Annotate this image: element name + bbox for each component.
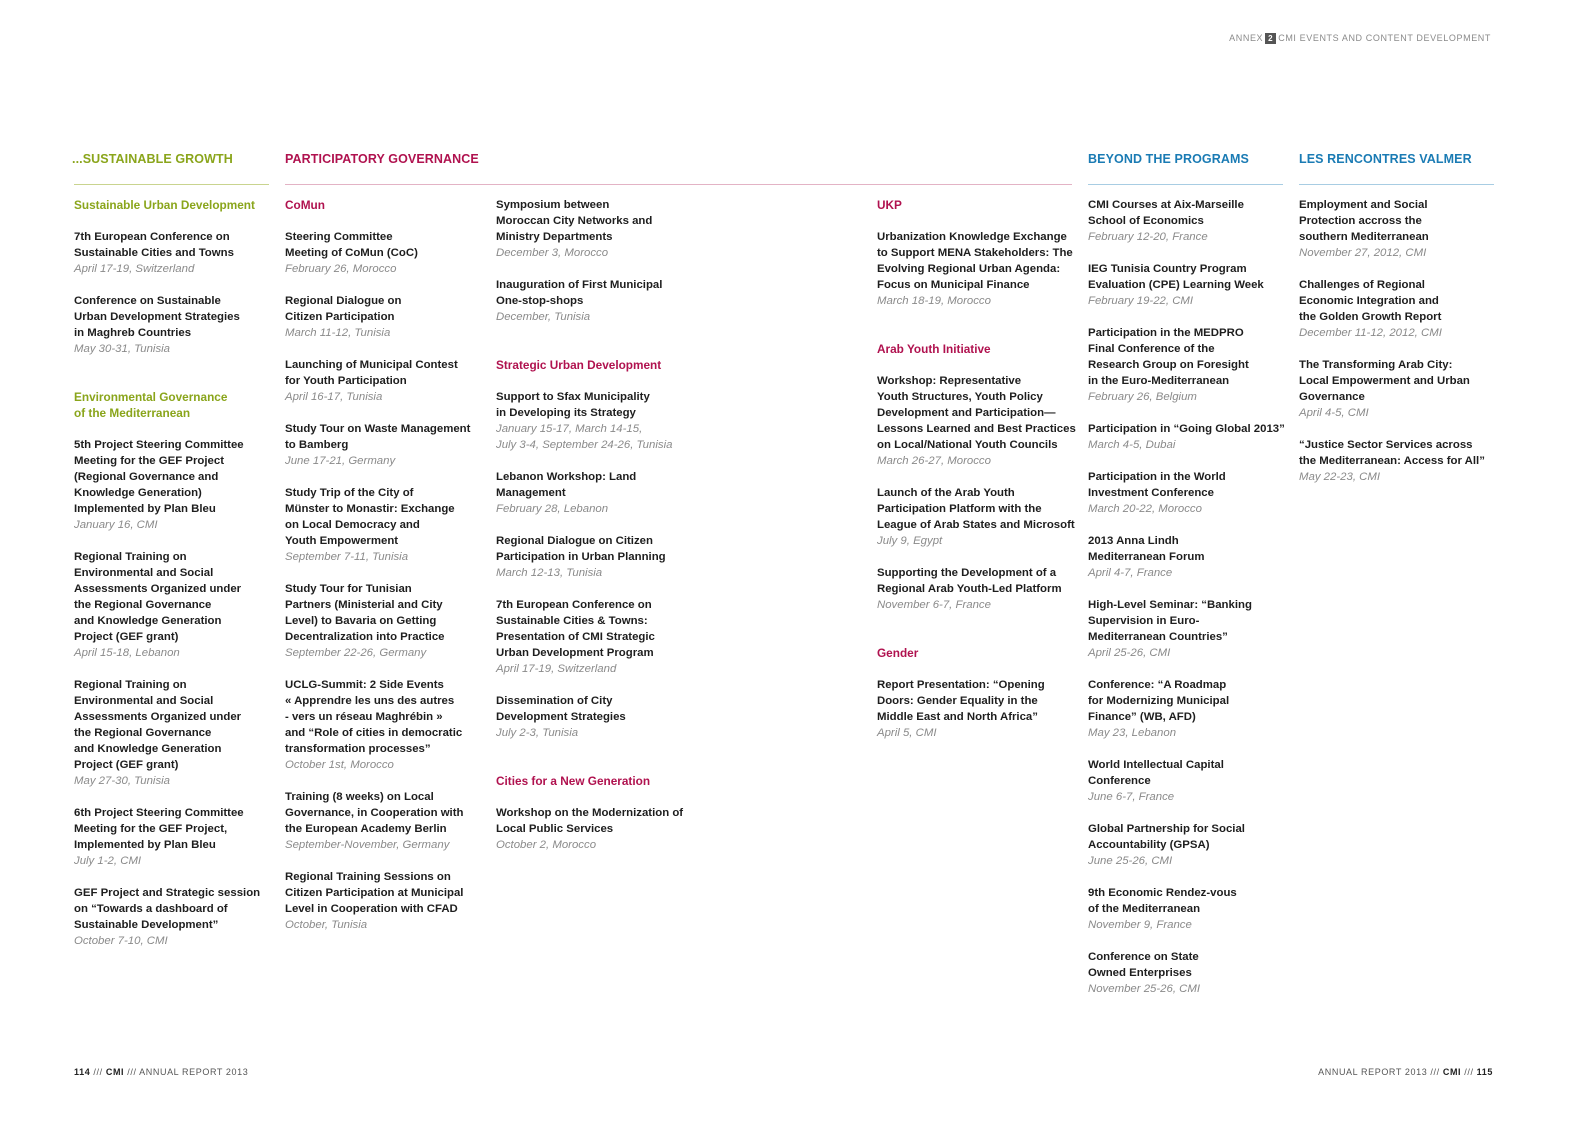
event-date: April 15-18, Lebanon [74,647,180,659]
event-date: March 4-5, Dubai [1088,439,1176,451]
event-item [496,805,696,853]
event-item [285,357,485,405]
event-title: Study Trip of the City of Münster to Monastir: Exchange on Local Democracy and Youth Empowerment [285,487,455,547]
event-item [1299,197,1499,261]
event-date: May 22-23, CMI [1299,471,1381,483]
event-date: November 25-26, CMI [1088,983,1201,995]
event-date: December 11-12, 2012, CMI [1299,327,1442,339]
event-date: May 30-31, Tunisia [74,343,171,355]
footer-right-brand: CMI [1442,1067,1462,1077]
category-heading: Strategic Urban Development [496,358,662,372]
event-item [285,869,485,933]
event-item [285,789,485,853]
footer-right-sep: /// [1461,1067,1477,1077]
event-title: Challenges of Regional Economic Integration and the Golden Growth Report [1299,279,1442,323]
event-date: November 6-7, France [877,599,991,611]
event-item [285,229,485,277]
event-date: October 7-10, CMI [74,935,168,947]
event-title: Participation in the World Investment Conference [1088,471,1226,499]
event-item [285,485,485,565]
event-title: Launch of the Arab Youth Participation Platform with the League of Arab States and Microsoft [877,487,1075,531]
event-date: March 12-13, Tunisia [496,567,603,579]
event-title: Participation in “Going Global 2013” [1088,423,1285,435]
event-title: 5th Project Steering Committee Meeting for the GEF Project (Regional Governance and Knowledge Generation) Implemented by Plan Bleu [74,439,244,515]
event-date: December, Tunisia [496,311,591,323]
event-date: March 26-27, Morocco [877,455,991,467]
event-item [74,885,274,949]
event-item [1088,421,1288,453]
column-strategic-urban [496,197,696,869]
event-date: January 16, CMI [74,519,158,531]
footer-right-report: ANNUAL REPORT 2013 [1318,1067,1428,1077]
event-title: Regional Dialogue on Citizen Participation in Urban Planning [496,535,666,563]
column-beyond-programs [1088,197,1288,1013]
event-title: Inauguration of First Municipal One-stop-shops [496,279,663,307]
event-item [1088,325,1288,405]
event-title: Conference: “A Roadmap for Modernizing Municipal Finance” (WB, AFD) [1088,679,1230,723]
event-date: January 15-17, March 14-15, July 3-4, September 24-26, Tunisia [496,423,673,451]
footer-left-sep: /// [124,1067,140,1077]
event-date: July 9, Egypt [877,535,943,547]
category-heading: Arab Youth Initiative [877,342,991,356]
section-participatory-governance: PARTICIPATORY GOVERNANCE [285,152,479,166]
event-item [1088,597,1288,661]
event-title: Regional Dialogue on Citizen Participation [285,295,402,323]
event-title: 7th European Conference on Sustainable Cities and Towns [74,231,234,259]
event-date: September 22-26, Germany [285,647,427,659]
annex-header [1229,33,1491,44]
event-item [496,693,696,741]
event-title: Training (8 weeks) on Local Governance, in Cooperation with the European Academy Berlin [285,791,464,835]
event-date: September-November, Germany [285,839,450,851]
event-title: Conference on Sustainable Urban Development Strategies in Maghreb Countries [74,295,240,339]
event-item [1088,469,1288,517]
event-title: Urbanization Knowledge Exchange to Support MENA Stakeholders: The Evolving Regional Urban Agenda: Focus on Municipal Finance [877,231,1073,291]
event-date: April 5, CMI [877,727,937,739]
column-comun [285,197,485,949]
event-item [1088,677,1288,741]
event-item [496,469,696,517]
footer-right-page: 115 [1476,1067,1493,1077]
event-date: November 27, 2012, CMI [1299,247,1427,259]
footer-right [1318,1067,1493,1077]
event-item [285,677,485,773]
event-date: November 9, France [1088,919,1192,931]
event-item [1299,357,1499,421]
event-date: February 26, Belgium [1088,391,1197,403]
event-date: July 2-3, Tunisia [496,727,579,739]
event-item [285,421,485,469]
footer-left [74,1067,248,1077]
event-item [496,389,696,453]
event-item [74,549,274,661]
footer-right-sep: /// [1427,1067,1443,1077]
event-date: October 2, Morocco [496,839,597,851]
category-heading: Gender [877,646,919,660]
event-item [877,677,1082,741]
event-title: 9th Economic Rendez-vous of the Mediterranean [1088,887,1237,915]
event-item [1088,197,1288,245]
event-date: July 1-2, CMI [74,855,142,867]
event-title: Global Partnership for Social Accountability (GPSA) [1088,823,1245,851]
event-title: Participation in the MEDPRO Final Conference of the Research Group on Foresight in the Euro-Mediterranean [1088,327,1249,387]
event-title: The Transforming Arab City: Local Empowerment and Urban Governance [1299,359,1470,403]
section-beyond-programs: BEYOND THE PROGRAMS [1088,152,1249,166]
event-title: IEG Tunisia Country Program Evaluation (CPE) Learning Week [1088,263,1264,291]
event-title: Regional Training on Environmental and Social Assessments Organized under the Regional Governance and Knowledge Generation Project (GEF grant) [74,679,242,771]
category-heading: Sustainable Urban Development [74,198,255,212]
event-item [1088,757,1288,805]
event-date: June 25-26, CMI [1088,855,1173,867]
column-sustainable-growth [74,197,274,965]
event-date: April 25-26, CMI [1088,647,1171,659]
event-date: June 17-21, Germany [285,455,396,467]
event-title: Lebanon Workshop: Land Management [496,471,637,499]
event-date: February 12-20, France [1088,231,1208,243]
footer-left-page: 114 [74,1067,91,1077]
event-title: Workshop: Representative Youth Structures, Youth Policy Development and Participation— Lessons Learned and Best Practices on Local/National Youth Councils [877,375,1076,451]
event-item [496,533,696,581]
event-title: World Intellectual Capital Conference [1088,759,1224,787]
event-item [74,677,274,789]
event-item [74,805,274,869]
footer-left-brand: CMI [105,1067,125,1077]
event-title: Workshop on the Modernization of Local Public Services [496,807,684,835]
section-sustainable-growth: ...SUSTAINABLE GROWTH [72,152,233,166]
annex-label: ANNEX [1229,33,1264,43]
section-rencontres-valmer: LES RENCONTRES VALMER [1299,152,1472,166]
event-item [496,277,696,325]
event-title: High-Level Seminar: “Banking Supervision in Euro- Mediterranean Countries” [1088,599,1252,643]
event-item [74,437,274,533]
event-date: February 26, Morocco [285,263,397,275]
event-title: Dissemination of City Development Strategies [496,695,626,723]
event-title: Symposium between Moroccan City Networks and Ministry Departments [496,199,653,243]
event-item [1088,821,1288,869]
event-item [877,485,1082,549]
column-rencontres-valmer [1299,197,1499,501]
event-item [496,197,696,261]
event-date: April 4-7, France [1088,567,1173,579]
event-title: 6th Project Steering Committee Meeting for the GEF Project, Implemented by Plan Bleu [74,807,244,851]
event-title: Launching of Municipal Contest for Youth Participation [285,359,458,387]
event-item [1088,885,1288,933]
event-item [877,565,1082,613]
event-item [877,229,1082,309]
event-date: June 6-7, France [1088,791,1175,803]
event-title: Report Presentation: “Opening Doors: Gender Equality in the Middle East and North Africa” [877,679,1045,723]
event-date: February 28, Lebanon [496,503,609,515]
event-item [1299,437,1499,485]
rule-participatory [285,184,1072,185]
rule-beyond [1088,184,1283,185]
event-date: April 17-19, Switzerland [74,263,195,275]
event-title: “Justice Sector Services across the Mediterranean: Access for All” [1299,439,1485,467]
event-title: 2013 Anna Lindh Mediterranean Forum [1088,535,1205,563]
event-item [496,597,696,677]
event-title: GEF Project and Strategic session on “Towards a dashboard of Sustainable Development” [74,887,261,931]
event-title: Study Tour on Waste Management to Bamberg [285,423,471,451]
event-date: May 27-30, Tunisia [74,775,171,787]
event-date: March 18-19, Morocco [877,295,991,307]
event-title: Supporting the Development of a Regional Arab Youth-Led Platform [877,567,1062,595]
event-item [1088,261,1288,309]
event-date: September 7-11, Tunisia [285,551,409,563]
category-heading: Cities for a New Generation [496,774,651,788]
event-date: May 23, Lebanon [1088,727,1177,739]
category-heading: Environmental Governance of the Mediterranean [74,390,228,420]
event-item [74,293,274,357]
event-date: April 16-17, Tunisia [285,391,383,403]
event-item [74,229,274,277]
rule-sustainable [74,184,269,185]
event-item [1088,533,1288,581]
footer-left-report: ANNUAL REPORT 2013 [139,1067,249,1077]
category-heading: CoMun [285,198,325,212]
event-item [1088,949,1288,997]
event-item [877,373,1082,469]
event-title: UCLG-Summit: 2 Side Events « Apprendre les uns des autres - vers un réseau Maghrébin » and “Role of cities in democratic transformation processes” [285,679,463,755]
event-date: March 11-12, Tunisia [285,327,391,339]
footer-left-sep: /// [90,1067,106,1077]
event-date: December 3, Morocco [496,247,609,259]
event-title: Conference on State Owned Enterprises [1088,951,1199,979]
column-ukp-youth-gender [877,197,1082,757]
event-date: April 17-19, Switzerland [496,663,617,675]
event-date: February 19-22, CMI [1088,295,1194,307]
event-date: April 4-5, CMI [1299,407,1369,419]
annex-title: CMI EVENTS AND CONTENT DEVELOPMENT [1278,33,1491,43]
event-title: Regional Training Sessions on Citizen Participation at Municipal Level in Cooperation with CFAD [285,871,464,915]
event-title: Employment and Social Protection accross the southern Mediterranean [1299,199,1429,243]
event-item [285,581,485,661]
event-title: Support to Sfax Municipality in Developing its Strategy [496,391,650,419]
event-title: Steering Committee Meeting of CoMun (CoC) [285,231,418,259]
event-date: October, Tunisia [285,919,368,931]
event-title: 7th European Conference on Sustainable Cities & Towns: Presentation of CMI Strategic Urban Development Program [496,599,655,659]
event-title: Regional Training on Environmental and Social Assessments Organized under the Regional Governance and Knowledge Generation Project (GEF grant) [74,551,242,643]
event-title: CMI Courses at Aix-Marseille School of Economics [1088,199,1244,227]
event-date: October 1st, Morocco [285,759,394,771]
event-title: Study Tour for Tunisian Partners (Ministerial and City Level) to Bavaria on Getting Decentralization into Practice [285,583,445,643]
event-date: March 20-22, Morocco [1088,503,1202,515]
rule-valmer [1299,184,1494,185]
event-item [285,293,485,341]
category-heading: UKP [877,198,902,212]
event-item [1299,277,1499,341]
annex-number: 2 [1265,33,1276,44]
